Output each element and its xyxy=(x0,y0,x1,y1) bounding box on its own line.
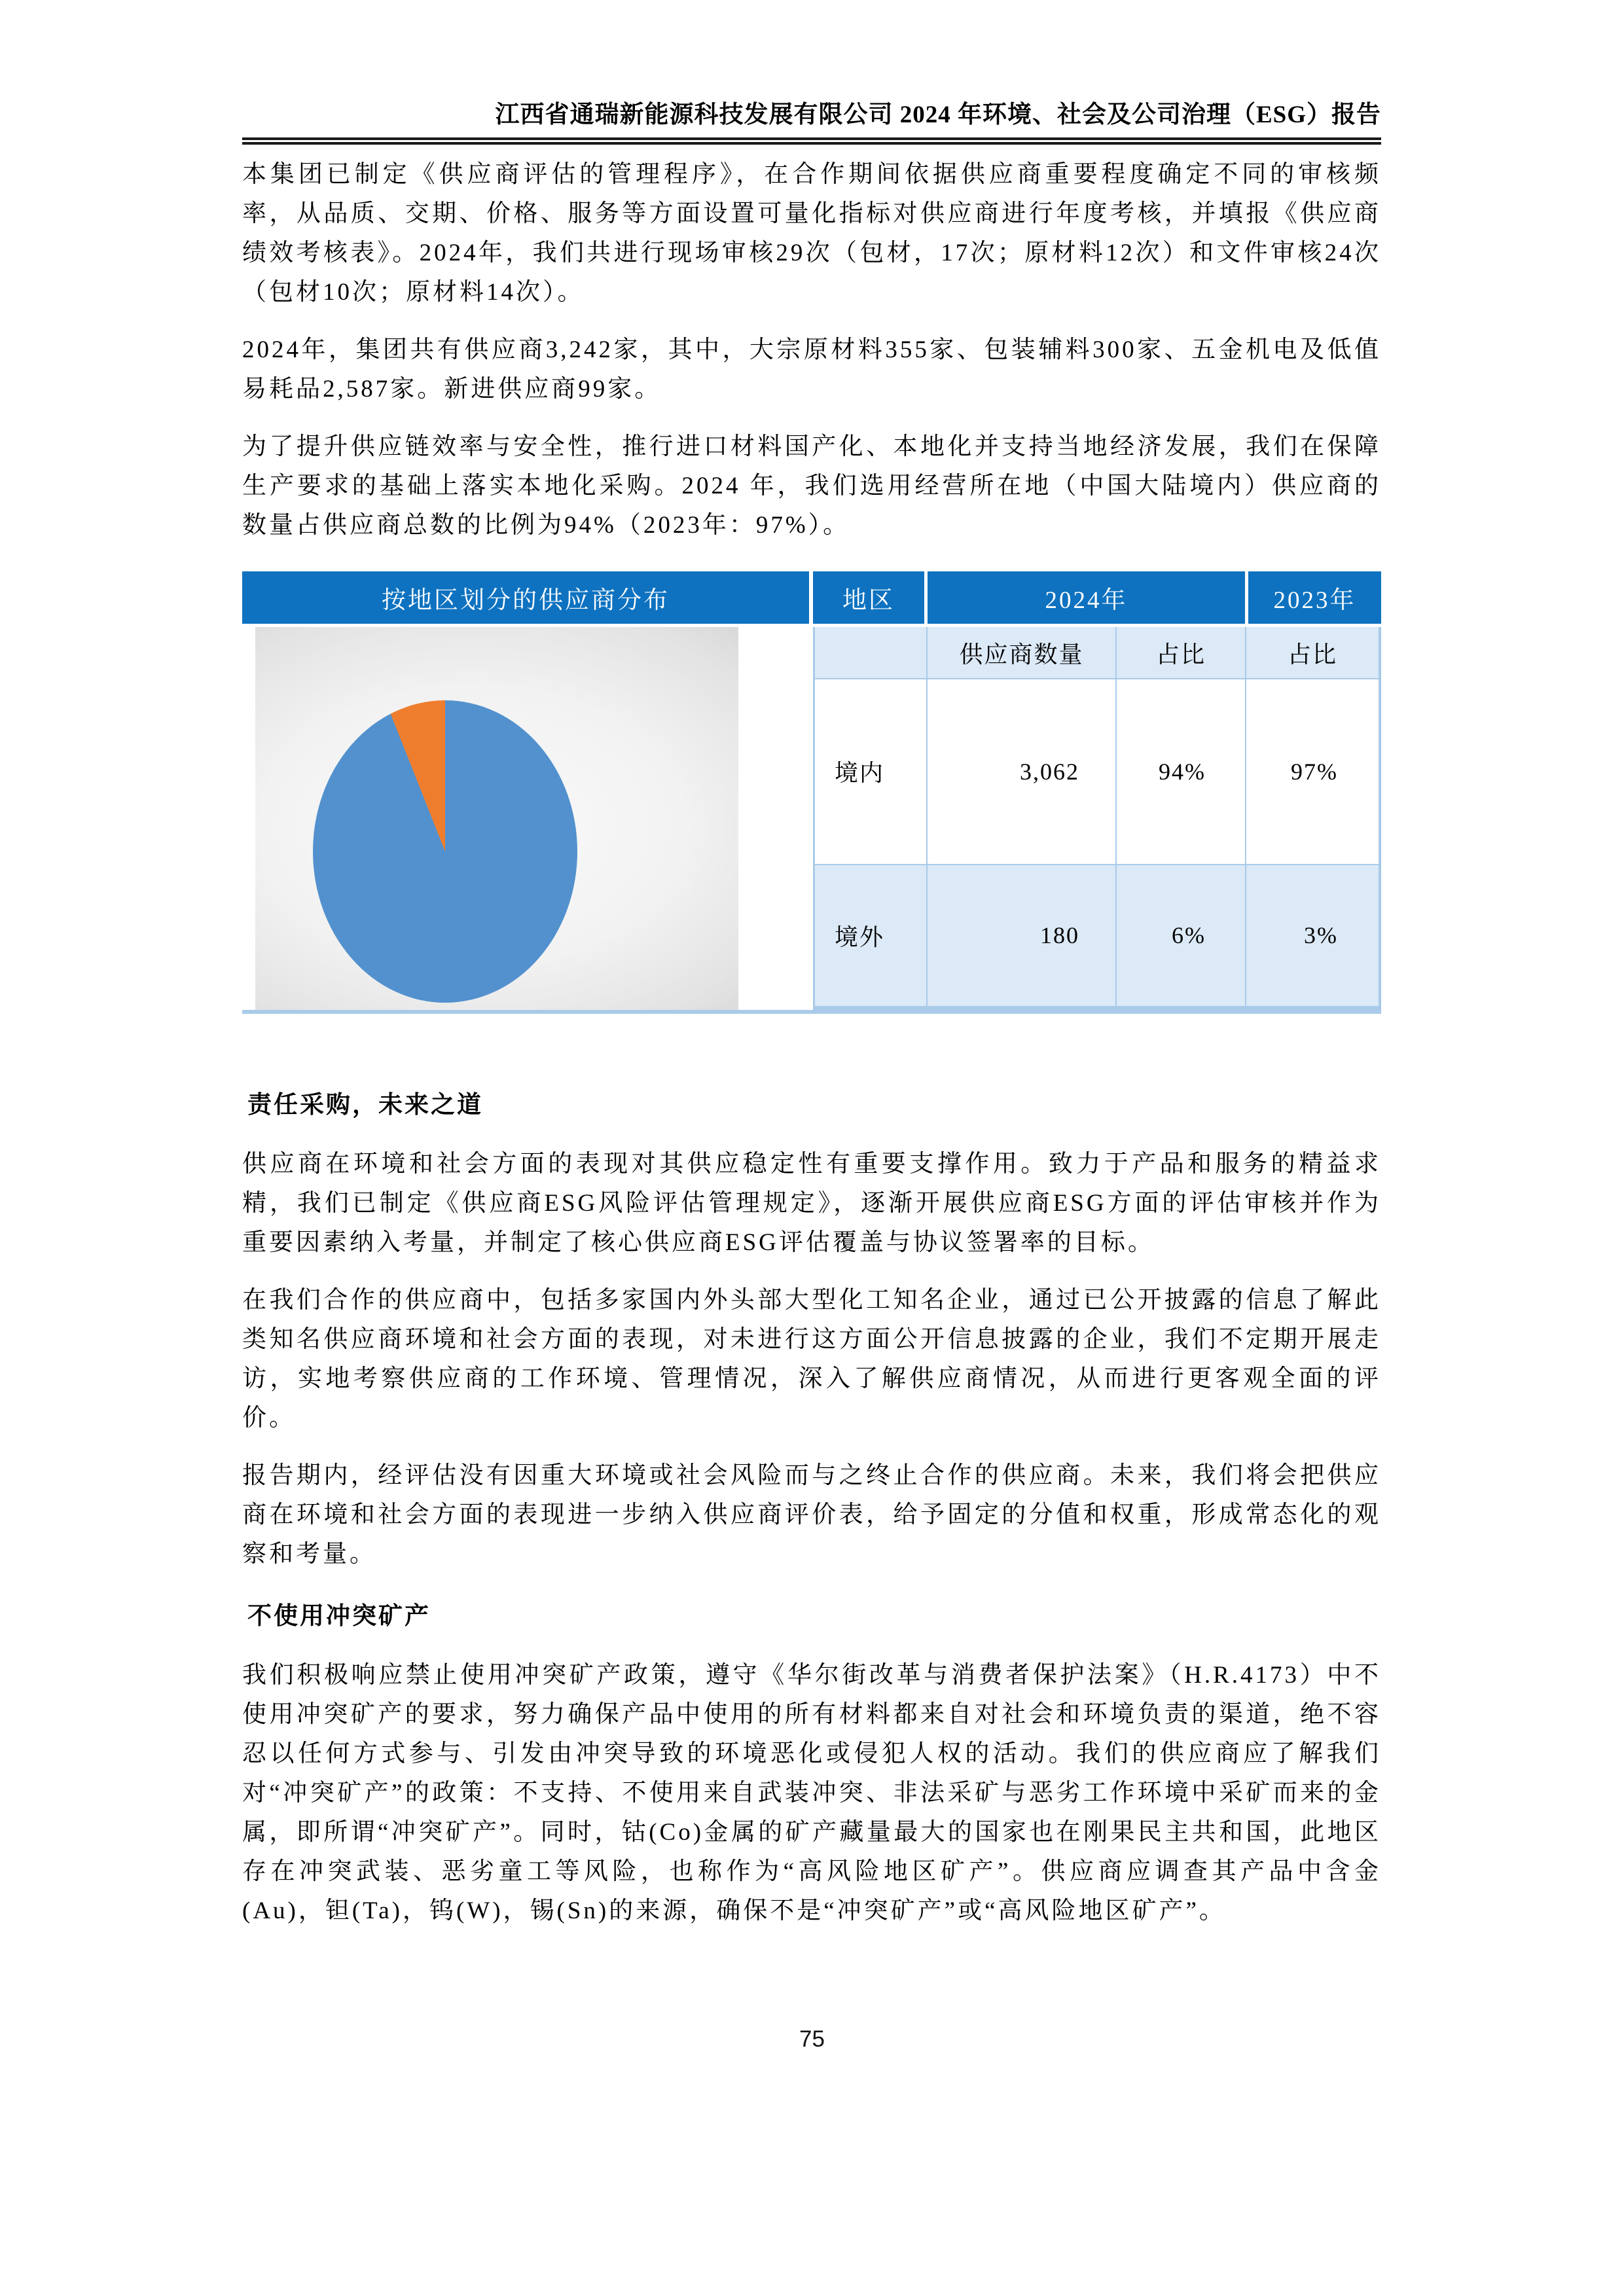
table-row-inland xyxy=(815,679,1379,864)
cell-share-2024-abroad: 6% xyxy=(1117,865,1245,1006)
paragraph-esg-risk-assessment: 供应商在环境和社会方面的表现对其供应稳定性有重要支撑作用。致力于产品和服务的精益求精，我们已制定《供应商ESG风险评估管理规定》，逐渐开展供应商ESG方面的评估审核并作为重要因素纳入考量，并制定了核心供应商ESG评估覆盖与协议签署率的目标。 xyxy=(242,1151,1381,1256)
subheader-share-2023: 占比 xyxy=(1246,627,1379,678)
paragraph-reporting-period: 报告期内，经评估没有因重大环境或社会风险而与之终止合作的供应商。未来，我们将会把供应商在环境和社会方面的表现进一步纳入供应商评价表，给予固定的分值和权重，形成常态化的观察和考量。 xyxy=(242,1462,1381,1568)
year-2023-header: 2023年 xyxy=(1248,571,1381,624)
page-number: 75 xyxy=(799,2026,825,2052)
chart-column xyxy=(242,571,809,1010)
cell-region-abroad: 境外 xyxy=(815,865,926,1006)
heading-conflict-minerals: 不使用冲突矿产 xyxy=(247,1603,431,1630)
chart-cell xyxy=(242,627,809,1010)
table-body xyxy=(813,627,1381,1010)
paragraph-conflict-minerals-policy: 我们积极响应禁止使用冲突矿产政策，遵守《华尔街改革与消费者保护法案》（H.R.4173）中不使用冲突矿产的要求，努力确保产品中使用的所有材料都来自对社会和环境负责的渠道，绝不容忍以任何方式参与、引发由冲突导致的环境恶化或侵犯人权的活动。我们的供应商应了解我们对“冲突矿产”的政策：不支持、不使用来自武装冲突、非法采矿与恶劣工作环境中采矿而来的金属，即所谓“冲突矿产”。同时，钴(Co)金属的矿产藏量最大的国家也在刚果民主共和国，此地区存在冲突武装、恶劣童工等风险，也称作为“高风险地区矿产”。供应商应调查其产品中含金(Au)，钽(Ta)，钨(W)，锡(Sn)的来源，确保不是“冲突矿产”或“高风险地区矿产”。 xyxy=(242,1662,1381,1924)
cell-share-2023-abroad: 3% xyxy=(1246,865,1379,1006)
region-column-header: 地区 xyxy=(813,571,924,624)
subheader-share-2024: 占比 xyxy=(1117,627,1245,678)
supplier-distribution-table xyxy=(242,571,1381,1014)
subheader-spacer xyxy=(815,627,926,678)
cell-region-inland: 境内 xyxy=(815,679,926,864)
heading-responsible-procurement: 责任采购，未来之道 xyxy=(247,1092,483,1119)
data-columns xyxy=(813,571,1381,1010)
paragraph-localized-procurement: 为了提升供应链效率与安全性，推行进口材料国产化、本地化并支持当地经济发展，我们在保障生产要求的基础上落实本地化采购。2024 年，我们选用经营所在地（中国大陆境内）供应商的数量占供应商总数的比例为94%（2023年：97%）。 xyxy=(242,433,1381,539)
document-header-title: 江西省通瑞新能源科技发展有限公司 2024 年环境、社会及公司治理（ESG）报告 xyxy=(495,101,1381,128)
cell-share-2024-inland: 94% xyxy=(1117,679,1245,864)
paragraph-supplier-visits: 在我们合作的供应商中，包括多家国内外头部大型化工知名企业，通过已公开披露的信息了解此类知名供应商环境和社会方面的表现，对未进行这方面公开信息披露的企业，我们不定期开展走访，实地考察供应商的工作环境、管理情况，深入了解供应商情况，从而进行更客观全面的评价。 xyxy=(242,1287,1381,1431)
cell-count-2024-abroad: 180 xyxy=(928,865,1115,1006)
table-row-abroad xyxy=(815,865,1379,1006)
cell-count-2024-inland: 3,062 xyxy=(928,679,1115,864)
paragraph-supplier-counts: 2024年，集团共有供应商3,242家，其中，大宗原材料355家、包装辅料300家、五金机电及低值易耗品2,587家。新进供应商99家。 xyxy=(242,336,1381,403)
table-subheader-row xyxy=(815,627,1379,678)
pie-chart-panel xyxy=(255,627,738,1010)
paragraph-supplier-assessment: 本集团已制定《供应商评估的管理程序》，在合作期间依据供应商重要程度确定不同的审核频率，从品质、交期、价格、服务等方面设置可量化指标对供应商进行年度考核，并填报《供应商绩效考核表》。2024年，我们共进行现场审核29次（包材，17次；原材料12次）和文件审核24次（包材10次；原材料14次）。 xyxy=(242,161,1381,306)
pie-chart xyxy=(313,700,577,1003)
subheader-supplier-count: 供应商数量 xyxy=(928,627,1115,678)
cell-share-2023-inland: 97% xyxy=(1246,679,1379,864)
year-2024-header: 2024年 xyxy=(928,571,1245,624)
header-double-rule xyxy=(242,137,1381,145)
table-header-row xyxy=(813,571,1381,624)
table-title-cell: 按地区划分的供应商分布 xyxy=(242,571,809,624)
